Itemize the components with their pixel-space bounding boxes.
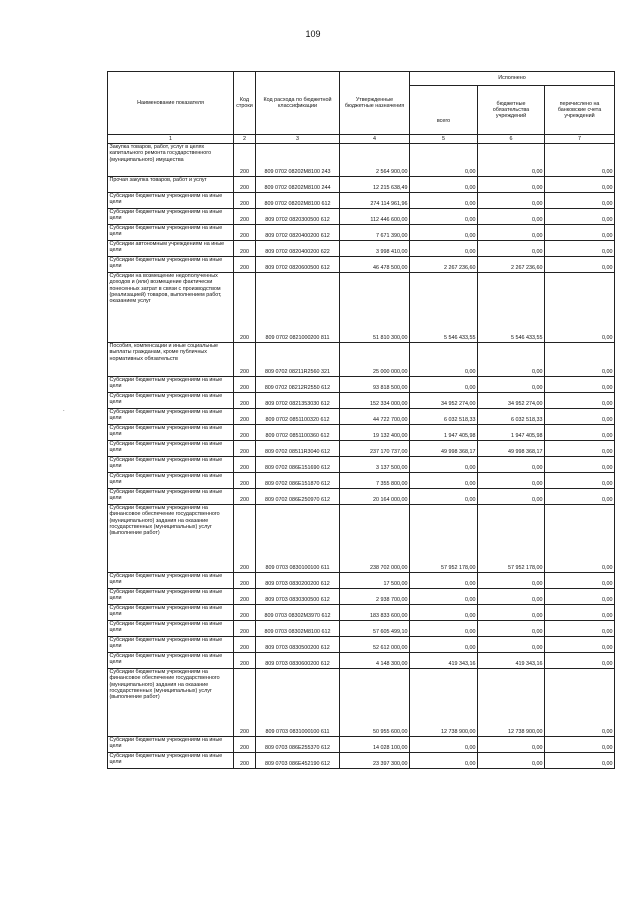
row-classification-code: 809 0702 0820300500 612 [256, 209, 340, 225]
row-approved-amount: 3 137 500,00 [340, 457, 410, 473]
row-bank-transfers: 0,00 [545, 225, 615, 241]
row-budget-obligations: 0,00 [478, 621, 545, 637]
row-classification-code: 809 0703 08302М3970 612 [256, 605, 340, 621]
row-classification-code: 809 0702 0821000200 811 [256, 273, 340, 343]
row-approved-amount: 274 114 961,96 [340, 193, 410, 209]
row-budget-obligations: 0,00 [478, 473, 545, 489]
column-numbers-row [108, 135, 615, 144]
row-name: Субсидии бюджетным учреждениям на иные цели [108, 589, 234, 605]
row-approved-amount: 23 397 300,00 [340, 753, 410, 769]
row-approved-amount: 17 500,00 [340, 573, 410, 589]
row-approved-amount: 51 810 300,00 [340, 273, 410, 343]
row-classification-code: 809 0702 08202М8100 244 [256, 177, 340, 193]
table-row [108, 225, 615, 241]
row-approved-amount: 3 998 410,00 [340, 241, 410, 257]
row-executed-total: 0,00 [410, 209, 478, 225]
column-number: 3 [256, 135, 340, 144]
header-executed: Исполнено [410, 72, 615, 86]
table-row [108, 257, 615, 273]
row-code: 200 [234, 605, 256, 621]
row-classification-code: 809 0703 08302М8100 612 [256, 621, 340, 637]
table-row [108, 441, 615, 457]
row-classification-code: 809 0703 0830100100 611 [256, 505, 340, 573]
row-name: Субсидии бюджетным учреждениям на иные цели [108, 637, 234, 653]
row-name: Субсидии бюджетным учреждениям на иные цели [108, 225, 234, 241]
row-budget-obligations: 1 947 405,98 [478, 425, 545, 441]
row-code: 200 [234, 225, 256, 241]
row-bank-transfers: 0,00 [545, 573, 615, 589]
row-classification-code: 809 0703 0830600200 612 [256, 653, 340, 669]
row-executed-total: 1 947 405,98 [410, 425, 478, 441]
row-approved-amount: 20 164 000,00 [340, 489, 410, 505]
row-name: Субсидии бюджетным учреждениям на иные цели [108, 653, 234, 669]
row-executed-total: 0,00 [410, 753, 478, 769]
table-row [108, 653, 615, 669]
row-name: Субсидии бюджетным учреждениям на иные цели [108, 457, 234, 473]
row-bank-transfers: 0,00 [545, 409, 615, 425]
row-approved-amount: 46 478 500,00 [340, 257, 410, 273]
row-bank-transfers: 0,00 [545, 343, 615, 377]
row-bank-transfers: 0,00 [545, 489, 615, 505]
row-bank-transfers: 0,00 [545, 505, 615, 573]
column-number: 7 [545, 135, 615, 144]
row-code: 200 [234, 393, 256, 409]
row-executed-total: 5 546 433,55 [410, 273, 478, 343]
row-budget-obligations: 57 952 178,00 [478, 505, 545, 573]
row-classification-code: 809 0702 0851100320 612 [256, 409, 340, 425]
row-approved-amount: 14 028 100,00 [340, 737, 410, 753]
row-classification-code: 809 0702 0820600500 612 [256, 257, 340, 273]
row-bank-transfers: 0,00 [545, 193, 615, 209]
row-classification-code: 809 0702 08511R3040 612 [256, 441, 340, 457]
row-approved-amount: 44 722 700,00 [340, 409, 410, 425]
row-executed-total: 6 032 518,33 [410, 409, 478, 425]
row-bank-transfers: 0,00 [545, 737, 615, 753]
row-bank-transfers: 0,00 [545, 621, 615, 637]
row-budget-obligations: 0,00 [478, 241, 545, 257]
row-name: Закупка товаров, работ, услуг в целях капитального ремонта государственного (муниципального) имущества [108, 144, 234, 177]
row-classification-code: 809 0703 086E452190 612 [256, 753, 340, 769]
row-name: Субсидии бюджетным учреждениям на иные цели [108, 257, 234, 273]
table-row [108, 241, 615, 257]
row-code: 200 [234, 489, 256, 505]
table-row [108, 621, 615, 637]
row-executed-total: 0,00 [410, 377, 478, 393]
column-number: 1 [108, 135, 234, 144]
row-bank-transfers: 0,00 [545, 473, 615, 489]
row-name: Субсидии бюджетным учреждениям на финансовое обеспечение государственного (муниципального) задания на оказание государственных (муниципальных) услуг (выполнение работ) [108, 669, 234, 737]
row-name: Прочая закупка товаров, работ и услуг [108, 177, 234, 193]
row-approved-amount: 57 605 499,10 [340, 621, 410, 637]
row-name: Субсидии бюджетным учреждениям на иные цели [108, 753, 234, 769]
row-executed-total: 0,00 [410, 177, 478, 193]
table-row [108, 343, 615, 377]
row-budget-obligations: 2 267 236,60 [478, 257, 545, 273]
row-classification-code: 809 0703 0830200200 612 [256, 573, 340, 589]
row-classification-code: 809 0702 0821353030 612 [256, 393, 340, 409]
row-executed-total: 0,00 [410, 573, 478, 589]
row-approved-amount: 12 215 638,49 [340, 177, 410, 193]
row-budget-obligations: 0,00 [478, 144, 545, 177]
row-bank-transfers: 0,00 [545, 241, 615, 257]
row-code: 200 [234, 473, 256, 489]
row-executed-total: 2 267 236,60 [410, 257, 478, 273]
row-name: Субсидии бюджетным учреждениям на иные цели [108, 605, 234, 621]
row-budget-obligations: 0,00 [478, 377, 545, 393]
table-row [108, 505, 615, 573]
row-executed-total: 0,00 [410, 241, 478, 257]
row-code: 200 [234, 343, 256, 377]
row-bank-transfers: 0,00 [545, 605, 615, 621]
row-code: 200 [234, 193, 256, 209]
row-executed-total: 0,00 [410, 193, 478, 209]
row-code: 200 [234, 621, 256, 637]
row-executed-total: 0,00 [410, 637, 478, 653]
row-name: Субсидии бюджетным учреждениям на иные цели [108, 737, 234, 753]
row-name: Субсидии бюджетным учреждениям на иные цели [108, 621, 234, 637]
row-budget-obligations: 0,00 [478, 737, 545, 753]
row-name: Субсидии бюджетным учреждениям на иные цели [108, 441, 234, 457]
row-approved-amount: 112 446 600,00 [340, 209, 410, 225]
row-classification-code: 809 0702 0820400200 622 [256, 241, 340, 257]
table-row [108, 753, 615, 769]
row-code: 200 [234, 737, 256, 753]
row-executed-total: 12 738 900,00 [410, 669, 478, 737]
row-budget-obligations: 0,00 [478, 573, 545, 589]
row-bank-transfers: 0,00 [545, 393, 615, 409]
row-approved-amount: 93 818 500,00 [340, 377, 410, 393]
row-bank-transfers: 0,00 [545, 273, 615, 343]
header-classification: Код расхода по бюджетной классификации [256, 72, 340, 135]
row-executed-total: 0,00 [410, 737, 478, 753]
header-bank-transfers: перечислено на банковские счета учреждений [545, 86, 615, 135]
row-executed-total: 0,00 [410, 225, 478, 241]
row-classification-code: 809 0702 08202М8100 243 [256, 144, 340, 177]
page-number: 109 [305, 29, 321, 39]
table-header [108, 72, 615, 144]
row-approved-amount: 238 702 000,00 [340, 505, 410, 573]
table-row [108, 457, 615, 473]
table-row [108, 489, 615, 505]
row-executed-total: 0,00 [410, 473, 478, 489]
row-code: 200 [234, 425, 256, 441]
row-code: 200 [234, 409, 256, 425]
row-executed-total: 0,00 [410, 457, 478, 473]
row-code: 200 [234, 241, 256, 257]
table-row [108, 473, 615, 489]
row-classification-code: 809 0703 0831000100 611 [256, 669, 340, 737]
row-classification-code: 809 0703 086E255370 612 [256, 737, 340, 753]
row-classification-code: 809 0703 0830500200 612 [256, 637, 340, 653]
row-budget-obligations: 49 998 368,17 [478, 441, 545, 457]
column-number: 4 [340, 135, 410, 144]
table-row [108, 637, 615, 653]
row-approved-amount: 2 564 900,00 [340, 144, 410, 177]
row-budget-obligations: 419 343,16 [478, 653, 545, 669]
row-code: 200 [234, 753, 256, 769]
header-name: Наименование показателя [108, 72, 234, 135]
row-name: Субсидии бюджетным учреждениям на финансовое обеспечение государственного (муниципального) задания на оказание государственных (муниципальных) услуг (выполнение работ) [108, 505, 234, 573]
row-executed-total: 0,00 [410, 343, 478, 377]
row-budget-obligations: 0,00 [478, 177, 545, 193]
row-bank-transfers: 0,00 [545, 177, 615, 193]
row-bank-transfers: 0,00 [545, 753, 615, 769]
row-approved-amount: 52 612 000,00 [340, 637, 410, 653]
row-code: 200 [234, 209, 256, 225]
row-code: 200 [234, 377, 256, 393]
row-approved-amount: 4 148 300,00 [340, 653, 410, 669]
row-name: Субсидии бюджетным учреждениям на иные цели [108, 573, 234, 589]
row-name: Субсидии бюджетным учреждениям на иные цели [108, 409, 234, 425]
row-approved-amount: 237 170 737,00 [340, 441, 410, 457]
row-bank-transfers: 0,00 [545, 669, 615, 737]
row-classification-code: 809 0702 086E151690 612 [256, 457, 340, 473]
row-code: 200 [234, 653, 256, 669]
row-name: Субсидии бюджетным учреждениям на иные цели [108, 489, 234, 505]
row-executed-total: 419 343,16 [410, 653, 478, 669]
table-row [108, 589, 615, 605]
row-classification-code: 809 0702 08211R2560 321 [256, 343, 340, 377]
row-bank-transfers: 0,00 [545, 144, 615, 177]
row-executed-total: 34 952 274,00 [410, 393, 478, 409]
row-bank-transfers: 0,00 [545, 653, 615, 669]
row-classification-code: 809 0702 086E250970 612 [256, 489, 340, 505]
header-budget-obligations: бюджетные обязательства учреждений [478, 86, 545, 135]
table-row [108, 193, 615, 209]
row-budget-obligations: 0,00 [478, 193, 545, 209]
row-approved-amount: 7 671 390,00 [340, 225, 410, 241]
row-bank-transfers: 0,00 [545, 457, 615, 473]
header-total: всего [410, 86, 478, 135]
row-budget-obligations: 0,00 [478, 605, 545, 621]
header-approved: Утвержденные бюджетные назначения [340, 72, 410, 135]
row-name: Субсидии бюджетным учреждениям на иные цели [108, 425, 234, 441]
row-budget-obligations: 0,00 [478, 343, 545, 377]
row-budget-obligations: 34 952 274,00 [478, 393, 545, 409]
table-row [108, 425, 615, 441]
row-code: 200 [234, 144, 256, 177]
row-bank-transfers: 0,00 [545, 209, 615, 225]
row-name: Субсидии бюджетным учреждениям на иные цели [108, 193, 234, 209]
row-budget-obligations: 0,00 [478, 489, 545, 505]
row-code: 200 [234, 257, 256, 273]
row-approved-amount: 7 355 800,00 [340, 473, 410, 489]
column-number: 2 [234, 135, 256, 144]
table-row [108, 273, 615, 343]
row-classification-code: 809 0702 0851100360 612 [256, 425, 340, 441]
row-name: Субсидии бюджетным учреждениям на иные цели [108, 377, 234, 393]
row-budget-obligations: 0,00 [478, 225, 545, 241]
row-executed-total: 0,00 [410, 589, 478, 605]
row-budget-obligations: 0,00 [478, 589, 545, 605]
row-code: 200 [234, 637, 256, 653]
row-bank-transfers: 0,00 [545, 589, 615, 605]
row-budget-obligations: 0,00 [478, 637, 545, 653]
row-budget-obligations: 12 738 900,00 [478, 669, 545, 737]
row-code: 200 [234, 273, 256, 343]
table-row [108, 393, 615, 409]
table-row [108, 209, 615, 225]
row-executed-total: 49 998 368,17 [410, 441, 478, 457]
row-approved-amount: 2 938 700,00 [340, 589, 410, 605]
table-row [108, 737, 615, 753]
table-row [108, 669, 615, 737]
table-row [108, 144, 615, 177]
row-name: Субсидии на возмещение недополученных доходов и (или) возмещение фактически понесенных затрат в связи с производством (реализацией) товаров, выполнением работ, оказанием услуг [108, 273, 234, 343]
row-classification-code: 809 0702 08212R2550 612 [256, 377, 340, 393]
row-name: Субсидии бюджетным учреждениям на иные цели [108, 209, 234, 225]
table-row [108, 573, 615, 589]
row-name: Субсидии бюджетным учреждениям на иные цели [108, 393, 234, 409]
row-code: 200 [234, 177, 256, 193]
row-approved-amount: 50 955 600,00 [340, 669, 410, 737]
row-bank-transfers: 0,00 [545, 377, 615, 393]
table-row [108, 377, 615, 393]
row-executed-total: 0,00 [410, 144, 478, 177]
row-budget-obligations: 0,00 [478, 753, 545, 769]
row-bank-transfers: 0,00 [545, 425, 615, 441]
row-classification-code: 809 0703 0830300500 612 [256, 589, 340, 605]
row-bank-transfers: 0,00 [545, 257, 615, 273]
table-row [108, 177, 615, 193]
row-code: 200 [234, 669, 256, 737]
header-code: Код строки [234, 72, 256, 135]
row-budget-obligations: 0,00 [478, 457, 545, 473]
row-name: Субсидии автономным учреждениям на иные цели [108, 241, 234, 257]
row-code: 200 [234, 441, 256, 457]
row-executed-total: 0,00 [410, 621, 478, 637]
row-approved-amount: 19 132 400,00 [340, 425, 410, 441]
row-code: 200 [234, 573, 256, 589]
row-budget-obligations: 6 032 518,33 [478, 409, 545, 425]
row-name: Пособия, компенсации и иные социальные выплаты гражданам, кроме публичных нормативных обязательств [108, 343, 234, 377]
row-classification-code: 809 0702 086E151870 612 [256, 473, 340, 489]
row-code: 200 [234, 589, 256, 605]
table-body [108, 144, 615, 769]
table-row [108, 605, 615, 621]
row-code: 200 [234, 505, 256, 573]
column-number: 6 [478, 135, 545, 144]
row-approved-amount: 183 833 600,00 [340, 605, 410, 621]
column-number: 5 [410, 135, 478, 144]
row-budget-obligations: 5 546 433,55 [478, 273, 545, 343]
row-approved-amount: 152 334 000,00 [340, 393, 410, 409]
row-classification-code: 809 0702 08202М8100 612 [256, 193, 340, 209]
row-bank-transfers: 0,00 [545, 441, 615, 457]
margin-mark: . [63, 407, 65, 413]
row-executed-total: 0,00 [410, 489, 478, 505]
row-approved-amount: 25 000 000,00 [340, 343, 410, 377]
row-classification-code: 809 0702 0820400200 612 [256, 225, 340, 241]
row-executed-total: 0,00 [410, 605, 478, 621]
budget-execution-table [107, 71, 615, 769]
row-code: 200 [234, 457, 256, 473]
row-bank-transfers: 0,00 [545, 637, 615, 653]
table-row [108, 409, 615, 425]
row-executed-total: 57 952 178,00 [410, 505, 478, 573]
row-budget-obligations: 0,00 [478, 209, 545, 225]
row-name: Субсидии бюджетным учреждениям на иные цели [108, 473, 234, 489]
